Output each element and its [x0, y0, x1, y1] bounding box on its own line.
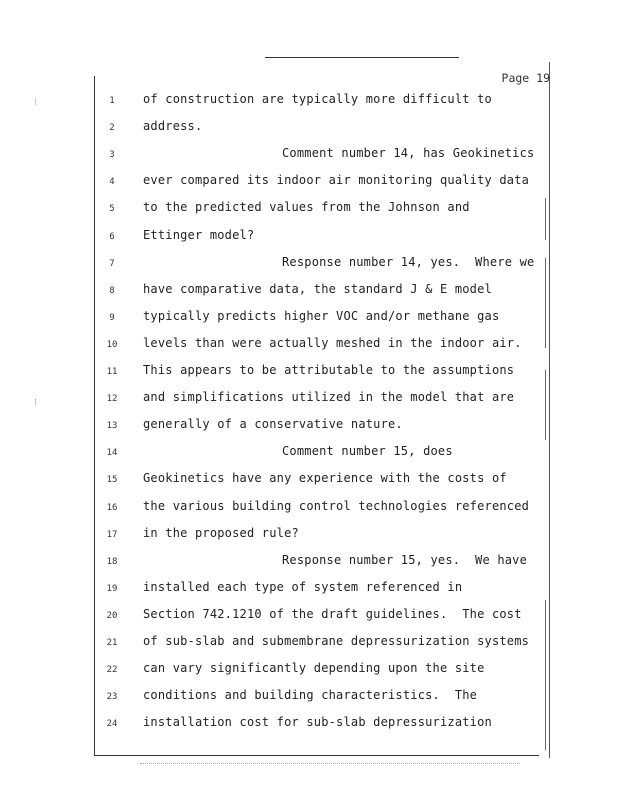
- transcript-line: [0, 417, 619, 437]
- line-number: 9: [109, 312, 115, 323]
- transcript-line: [0, 200, 619, 220]
- margin-tick: ⁝: [34, 398, 37, 408]
- line-number: 7: [109, 258, 115, 269]
- line-text: and simplifications utilized in the model that are: [143, 390, 515, 405]
- line-number: 21: [106, 638, 118, 648]
- line-number: 23: [106, 692, 118, 703]
- line-text: conditions and building characteristics. The: [143, 688, 478, 703]
- line-text: of sub-slab and submembrane depressurization systems: [143, 634, 530, 648]
- transcript-line: [0, 146, 619, 166]
- transcript-line: [0, 173, 619, 193]
- line-number: 16: [106, 502, 118, 513]
- transcript-line: [0, 282, 619, 302]
- line-text: Geokinetics have any experience with the costs of: [143, 471, 507, 486]
- line-number: 15: [106, 475, 118, 486]
- transcript-line: [0, 471, 619, 491]
- line-number: 1: [109, 96, 115, 106]
- transcript-line: [0, 255, 619, 275]
- line-number: 13: [106, 421, 118, 432]
- line-text: Response number 15, yes. We have: [282, 552, 528, 567]
- line-text: This appears to be attributable to the assumptions: [143, 363, 515, 377]
- transcript-line: [0, 715, 619, 735]
- transcript-line: [0, 634, 619, 654]
- transcript-line: [0, 309, 619, 329]
- line-text: Comment number 15, does: [282, 444, 453, 459]
- transcript-line: [0, 390, 619, 410]
- line-text: have comparative data, the standard J & E model: [143, 281, 492, 296]
- transcript-line: [0, 92, 619, 112]
- line-number: 18: [106, 556, 118, 567]
- line-number: 20: [106, 610, 118, 621]
- line-text: can vary significantly depending upon the site: [143, 661, 485, 676]
- transcript-line: [0, 363, 619, 383]
- line-number: 11: [106, 367, 118, 377]
- line-number: 14: [106, 448, 118, 459]
- line-number: 4: [109, 177, 115, 188]
- line-text: installation cost for sub-slab depressurization: [143, 715, 492, 730]
- transcript-line: [0, 580, 619, 600]
- line-text: typically predicts higher VOC and/or methane gas: [143, 308, 500, 323]
- line-number: 6: [109, 231, 115, 242]
- line-text: to the predicted values from the Johnson and: [143, 200, 470, 215]
- line-number: 5: [109, 204, 115, 215]
- transcript-line: [0, 553, 619, 573]
- scan-artifact: [140, 763, 520, 764]
- line-number: 12: [106, 394, 118, 405]
- line-number: 19: [106, 583, 118, 594]
- line-text: installed each type of system referenced in: [143, 579, 463, 594]
- transcript-line: [0, 688, 619, 708]
- transcript-line: [0, 526, 619, 546]
- line-number: 3: [109, 150, 115, 161]
- transcript-line: [0, 499, 619, 519]
- transcript-line: [0, 661, 619, 681]
- line-text: the various building control technologies referenced: [143, 498, 530, 513]
- margin-tick: ⁝: [34, 98, 37, 108]
- line-text: Response number 14, yes. Where we: [282, 254, 535, 269]
- top-rule: [265, 57, 459, 58]
- line-text: generally of a conservative nature.: [143, 417, 403, 432]
- line-text: ever compared its indoor air monitoring quality data: [143, 173, 530, 188]
- line-text: Section 742.1210 of the draft guidelines. The cost: [143, 606, 522, 621]
- page-number: Page 19: [501, 71, 550, 85]
- line-number: 24: [106, 719, 118, 730]
- transcript-line: [0, 228, 619, 248]
- transcript-line: [0, 336, 619, 356]
- line-number: 8: [109, 285, 115, 296]
- line-number: 22: [106, 665, 118, 676]
- line-text: in the proposed rule?: [143, 525, 299, 540]
- transcript-line: [0, 444, 619, 464]
- line-number: 17: [106, 529, 118, 540]
- line-text: address.: [143, 119, 203, 134]
- line-text: levels than were actually meshed in the indoor air.: [143, 335, 522, 350]
- line-text: Ettinger model?: [143, 227, 255, 242]
- line-number: 2: [109, 123, 115, 134]
- line-number: 10: [106, 339, 118, 350]
- line-text: of construction are typically more difficult to: [143, 92, 492, 106]
- transcript-line: [0, 119, 619, 139]
- line-text: Comment number 14, has Geokinetics: [282, 146, 535, 161]
- bottom-rule: [94, 755, 539, 756]
- transcript-line: [0, 607, 619, 627]
